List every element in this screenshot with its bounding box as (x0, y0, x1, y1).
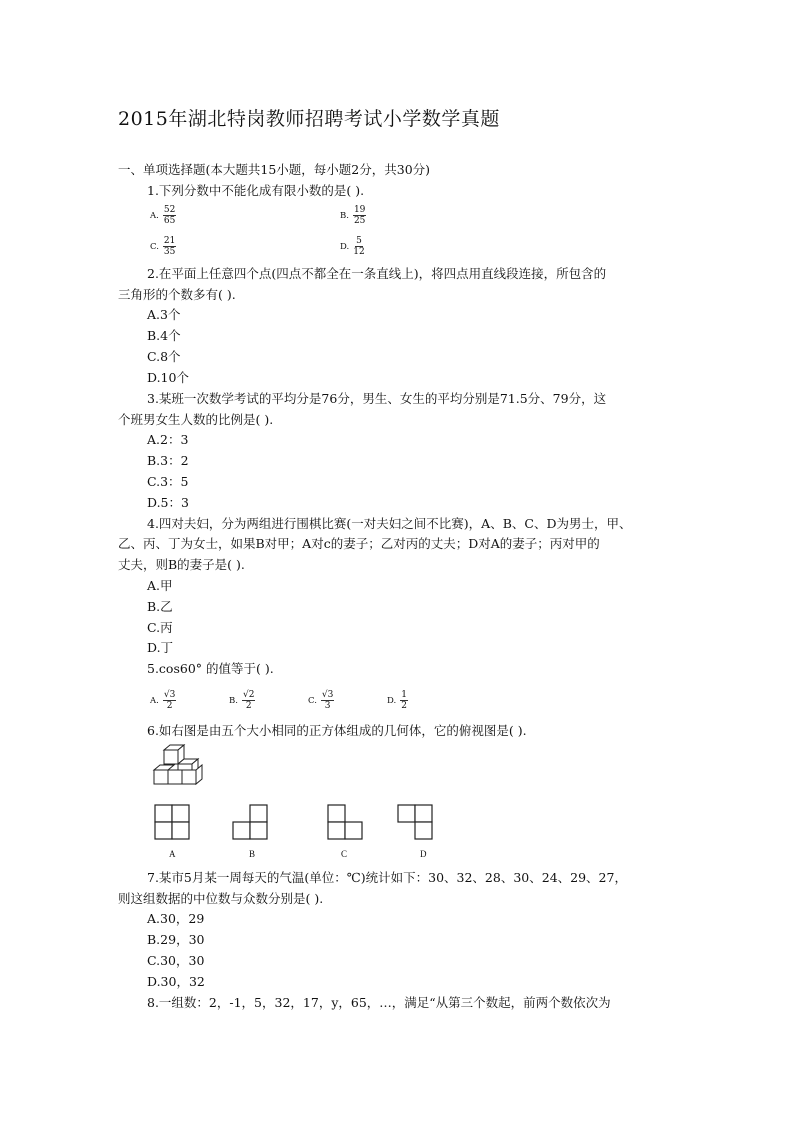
question-3-stem-line-2: 个班男女生人数的比例是( ). (118, 412, 274, 427)
q7-option-b: B.29，30 (147, 932, 205, 947)
fraction-numerator: √3 (163, 690, 176, 700)
option-label: C. (308, 695, 317, 706)
view-label-d: D (420, 849, 427, 859)
fraction-numerator: 5 (356, 236, 362, 246)
fraction-denominator: 35 (163, 247, 176, 257)
fraction-numerator: √2 (242, 690, 255, 700)
q1-option-c (150, 236, 176, 257)
fraction-denominator: 3 (324, 701, 331, 711)
q1-option-d (340, 236, 365, 257)
fraction-denominator: 65 (163, 216, 176, 226)
question-1-stem: 1.下列分数中不能化成有限小数的是( ). (147, 183, 365, 198)
fraction-denominator: 25 (353, 216, 366, 226)
view-option-d (396, 803, 436, 843)
option-label: B. (229, 695, 238, 706)
question-4-stem-line-3: 丈夫，则B的妻子是( ). (118, 557, 245, 572)
q5-option-a (150, 690, 176, 711)
q7-option-a: A.30，29 (147, 911, 205, 926)
q2-option-b: B.4个 (147, 328, 181, 343)
q3-option-a: A.2：3 (147, 432, 189, 447)
q1-option-b (340, 205, 366, 226)
q5-option-b (229, 690, 255, 711)
q3-option-b: B.3：2 (147, 453, 189, 468)
fraction-denominator: 2 (401, 701, 407, 711)
q5-option-d (387, 690, 408, 711)
q3-option-d: D.5：3 (147, 495, 189, 510)
view-label-c: C (341, 849, 348, 859)
option-label: B. (340, 210, 349, 221)
option-label: A. (150, 695, 159, 706)
fraction-denominator: 12 (353, 247, 365, 257)
question-8-stem-line-1: 8.一组数：2，-1，5，32，17，y，65，…，满足“从第三个数起，前两个数依次为 (147, 995, 611, 1010)
question-4-stem-line-2: 乙、丙、丁为女士，如果B对甲；A对c的妻子；乙对丙的丈夫；D对A的妻子；丙对甲的 (118, 536, 600, 551)
question-2-stem-line-2: 三角形的个数多有( ). (118, 287, 236, 302)
option-label: D. (387, 695, 397, 706)
q2-option-d: D.10个 (147, 370, 189, 385)
q2-option-a: A.3个 (147, 307, 181, 322)
question-6-stem: 6.如右图是由五个大小相同的正方体组成的几何体，它的俯视图是( ). (147, 723, 527, 738)
q4-option-b: B.乙 (147, 599, 173, 614)
q1-option-a (150, 205, 176, 226)
view-option-c (326, 803, 366, 843)
fraction-numerator: 1 (401, 690, 407, 700)
page-title: 2015年湖北特岗教师招聘考试小学数学真题 (118, 108, 500, 130)
view-label-b: B (249, 849, 256, 859)
fraction-numerator: √3 (321, 690, 334, 700)
view-option-a (153, 803, 193, 843)
q5-option-c (308, 690, 334, 711)
option-label: D. (340, 241, 350, 252)
q4-option-d: D.丁 (147, 640, 174, 655)
view-label-a: A (169, 849, 176, 859)
section-heading: 一、单项选择题(本大题共15小题，每小题2分，共30分) (118, 162, 431, 177)
q3-option-c: C.3：5 (147, 474, 189, 489)
view-option-b (231, 803, 271, 843)
fraction-numerator: 19 (353, 205, 366, 215)
cube-solid-figure (150, 744, 206, 792)
q4-option-a: A.甲 (147, 578, 173, 593)
question-4-stem-line-1: 4.四对夫妇，分为两组进行围棋比赛(一对夫妇之间不比赛)，A、B、C、D为男士，甲、 (147, 516, 632, 531)
fraction-numerator: 52 (163, 205, 176, 215)
question-5-stem: 5.cos60° 的值等于( ). (147, 661, 274, 676)
q7-option-d: D.30，32 (147, 974, 205, 989)
question-3-stem-line-1: 3.某班一次数学考试的平均分是76分，男生、女生的平均分别是71.5分、79分，这 (147, 391, 607, 406)
question-7-stem-line-1: 7.某市5月某一周每天的气温(单位：℃)统计如下：30、32、28、30、24、29、27， (147, 870, 627, 885)
question-2-stem-line-1: 2.在平面上任意四个点(四点不都全在一条直线上)，将四点用直线段连接，所包含的 (147, 266, 607, 281)
question-7-stem-line-2: 则这组数据的中位数与众数分别是( ). (118, 891, 324, 906)
q7-option-c: C.30，30 (147, 953, 205, 968)
fraction-numerator: 21 (163, 236, 176, 246)
fraction-denominator: 2 (166, 701, 173, 711)
option-label: C. (150, 241, 159, 252)
option-label: A. (150, 210, 159, 221)
fraction-denominator: 2 (245, 701, 252, 711)
q4-option-c: C.丙 (147, 620, 173, 635)
q2-option-c: C.8个 (147, 349, 181, 364)
